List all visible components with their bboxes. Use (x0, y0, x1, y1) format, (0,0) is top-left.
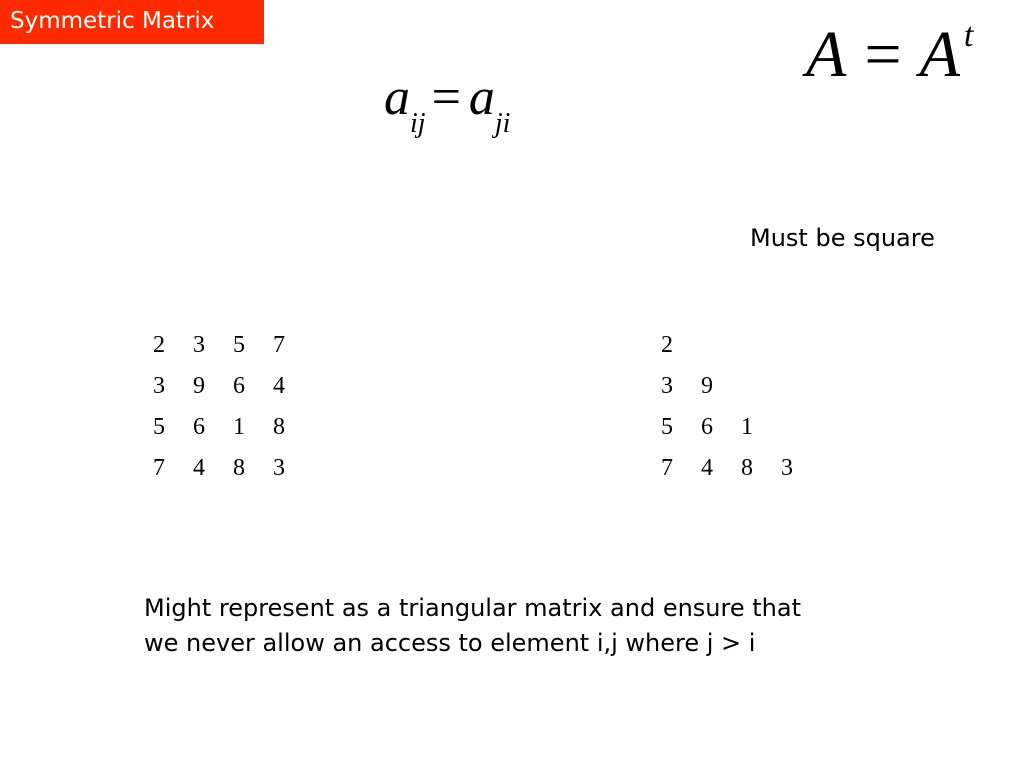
matrix-cell: 3 (193, 332, 205, 358)
triangular-matrix (661, 331, 821, 491)
symmetric-element-formula (384, 68, 511, 139)
transpose-formula (806, 18, 973, 103)
matrix-cell: 6 (233, 373, 245, 399)
matrix-cell: 1 (741, 414, 753, 440)
transpose-base-left: A (806, 18, 847, 91)
matrix-cell: 2 (153, 332, 165, 358)
matrix-cell: 2 (661, 332, 673, 358)
matrix-cell: 5 (153, 414, 165, 440)
matrix-cell: 5 (661, 414, 673, 440)
matrix-cell: 4 (273, 373, 285, 399)
matrix-cell: 7 (273, 332, 285, 358)
matrix-cell: 8 (741, 455, 753, 481)
explanation-text (144, 591, 924, 661)
matrix-cell: 7 (153, 455, 165, 481)
matrix-cell: 8 (273, 414, 285, 440)
matrix-cell: 1 (233, 414, 245, 440)
matrix-cell: 6 (193, 414, 205, 440)
matrix-cell: 9 (193, 373, 205, 399)
matrix-cell: 3 (273, 455, 285, 481)
matrix-cell: 4 (193, 455, 205, 481)
matrix-cell: 4 (701, 455, 713, 481)
matrix-cell: 8 (233, 455, 245, 481)
matrix-cell: 3 (661, 373, 673, 399)
transpose-equals: = (864, 18, 902, 91)
formula-base-right: a (468, 69, 495, 126)
matrix-cell: 3 (153, 373, 165, 399)
matrix-cell: 9 (701, 373, 713, 399)
explanation-line: we never allow an access to element i,j where j > i (144, 629, 756, 657)
matrix-cell: 5 (233, 332, 245, 358)
transpose-superscript: t (963, 17, 974, 54)
formula-base-left: a (384, 69, 410, 126)
formula-subscript-right: ji (494, 108, 511, 139)
matrix-cell: 3 (781, 455, 793, 481)
full-symmetric-matrix (153, 331, 313, 491)
slide-title-badge: Symmetric Matrix (0, 0, 264, 44)
matrix-cell: 7 (661, 455, 673, 481)
formula-equals: = (431, 69, 461, 126)
transpose-base-right: A (919, 18, 960, 91)
explanation-line: Might represent as a triangular matrix and ensure that (144, 594, 801, 622)
matrix-cell: 6 (701, 414, 713, 440)
formula-subscript-left: ij (410, 108, 426, 139)
square-requirement-note: Must be square (750, 224, 935, 252)
